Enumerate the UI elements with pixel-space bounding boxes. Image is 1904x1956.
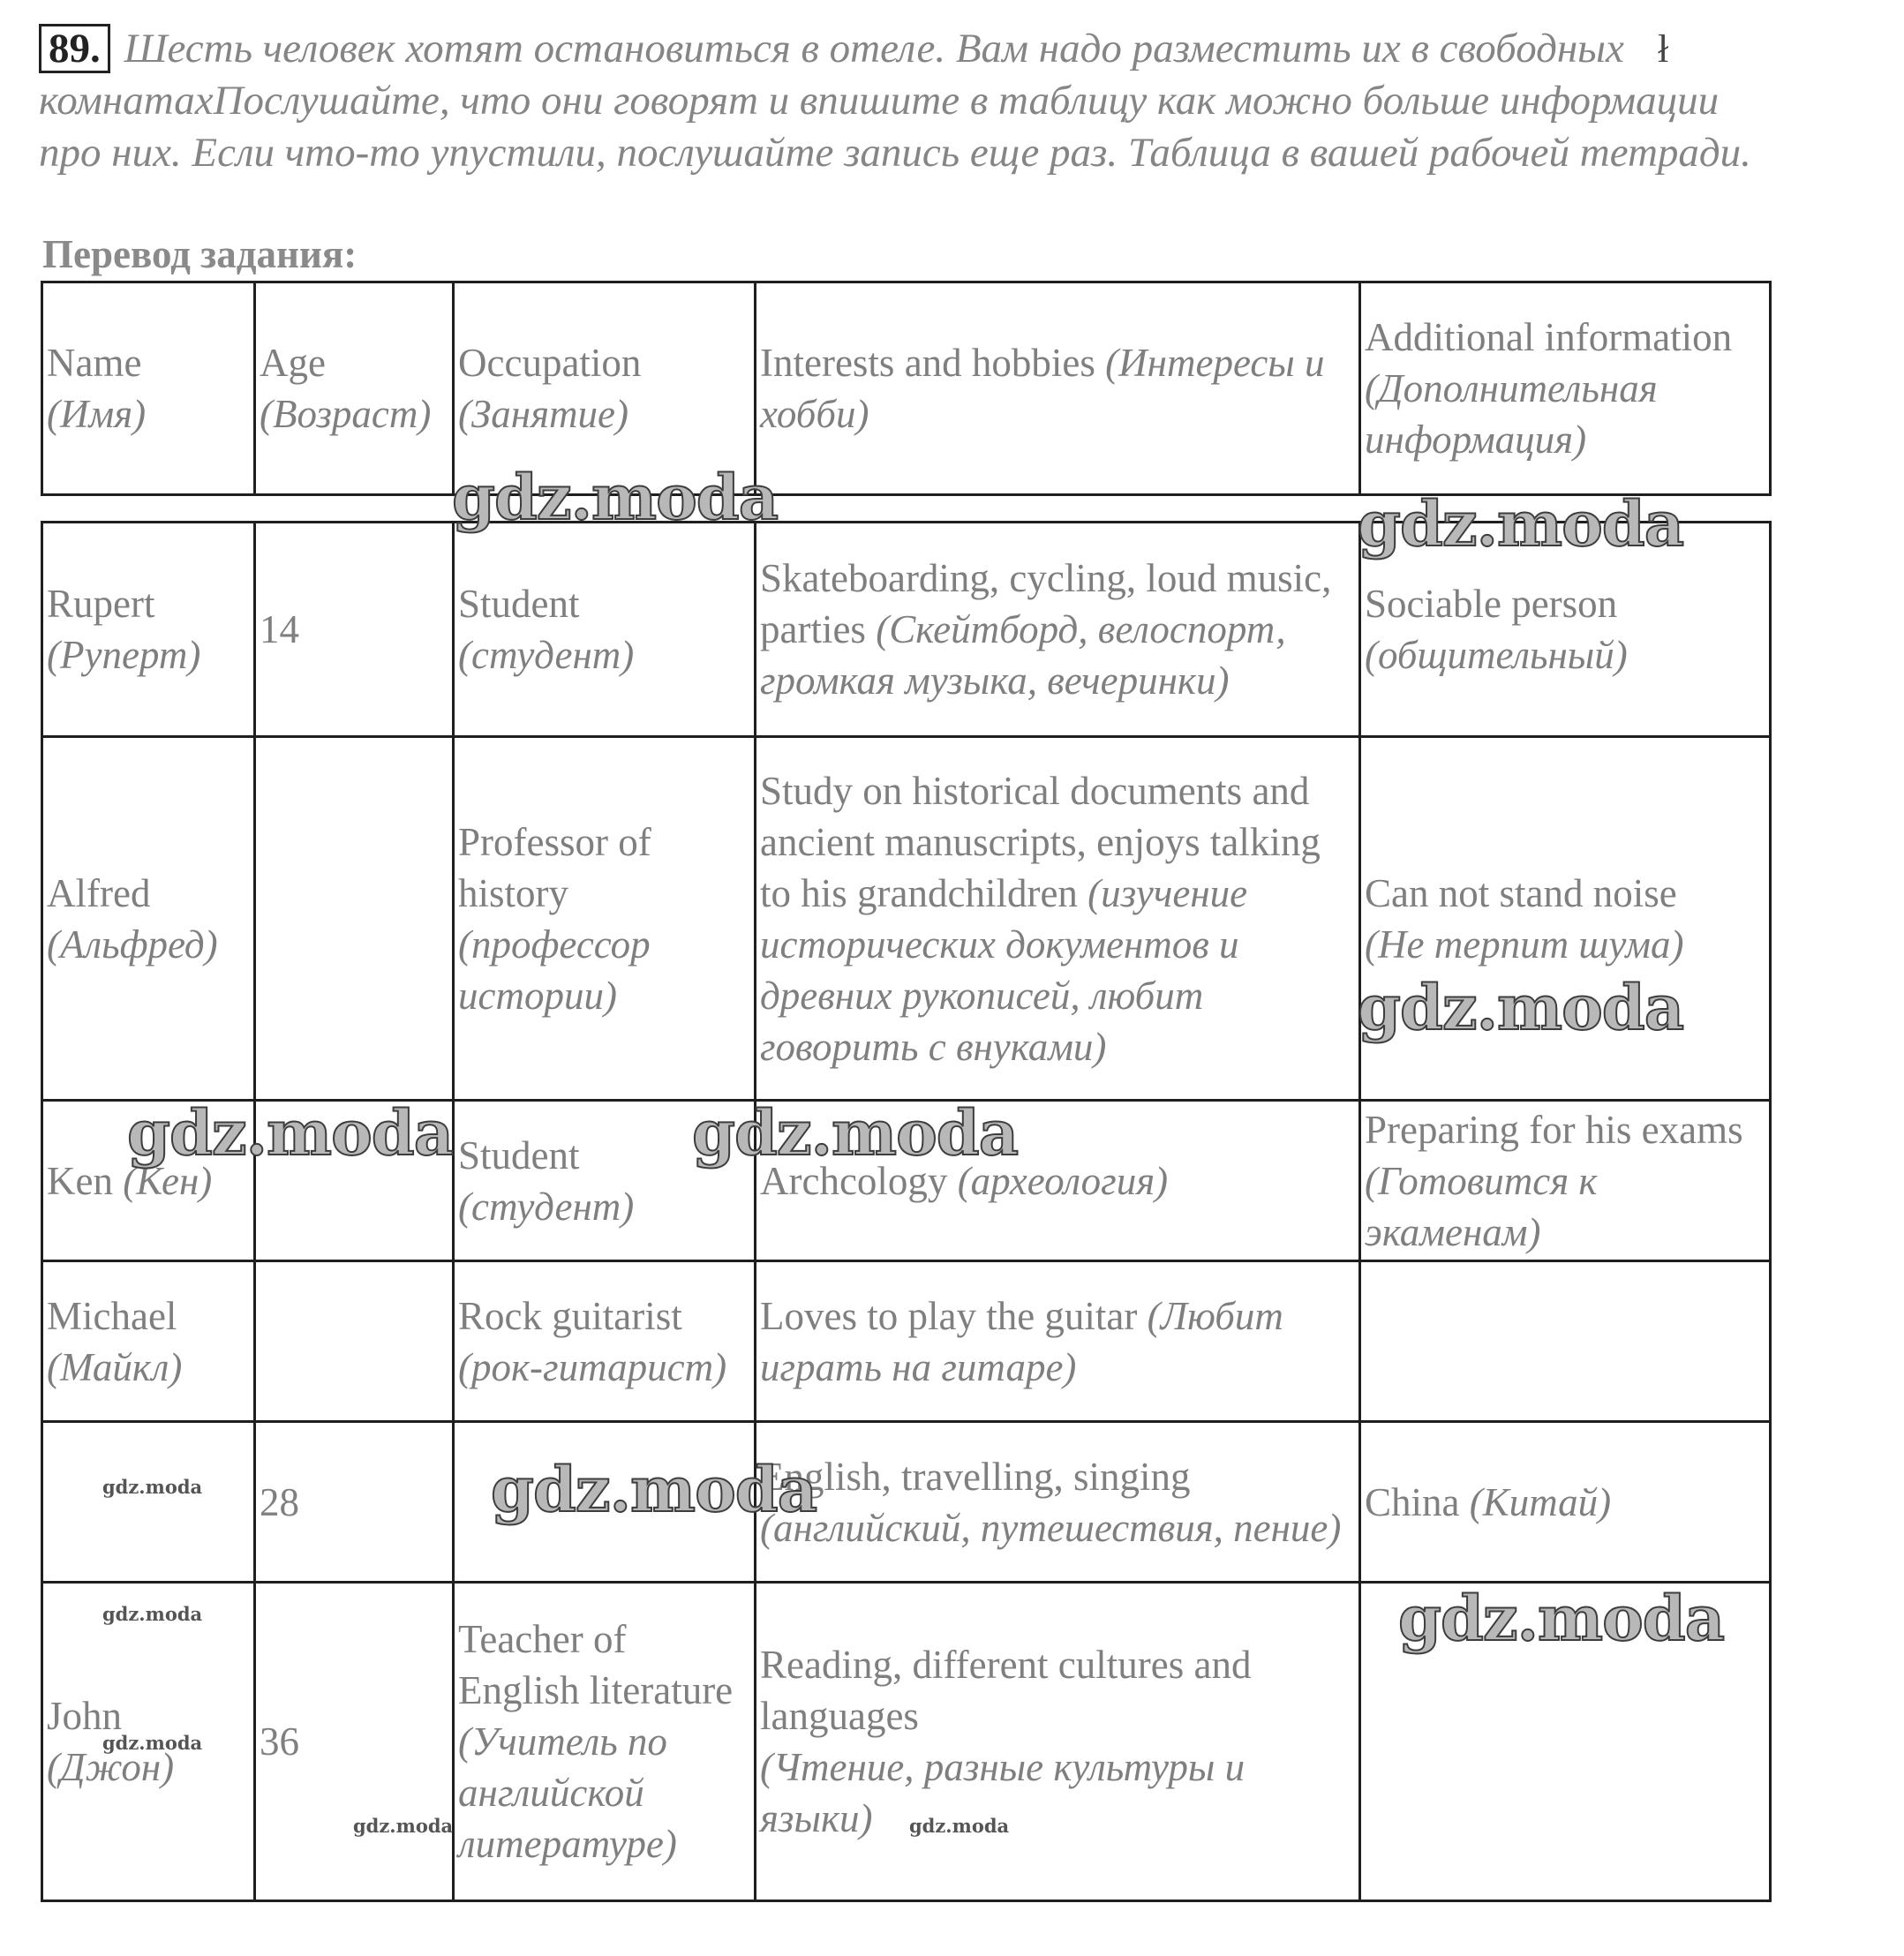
cell-name: Rupert (Руперт) [42,523,255,737]
cell-name [42,1422,255,1583]
watermark: gdz.moda [1358,971,1684,1044]
cell-interests: Reading, different cultures and languages (Чтение, разные культуры и языки) [756,1583,1360,1901]
cell-additional [1360,1261,1771,1422]
cell-interests: English, travelling, singing (английский, путешествия, пение) [756,1422,1360,1583]
watermark: gdz.moda [1358,487,1684,560]
table-body [41,521,1769,1900]
pen-mark: ł [1658,27,1669,71]
cell-interests: Study on historical documents and ancient manuscripts, enjoys talking to his grandchildren (изучение исторических документов и древних рукописей, любит говорить с внуками) [756,737,1360,1101]
watermark: gdz.moda [102,1603,203,1625]
cell-interests: Skateboarding, cycling, loud music, parties (Скейтборд, велоспорт, громкая музыка, вечеринки) [756,523,1360,737]
table-row [42,1261,1771,1422]
task-instruction: Шесть человек хотят остановиться в отеле. Вам надо разместить их в свободных комнатахПослушайте, что они говорят и впишите в таблицу как можно больше информации про них. Если что-то упустили, послушайте запись еще раз. Таблица в вашей рабочей тетради. [39,26,1751,176]
cell-occupation: Professor of history (профессор истории) [454,737,756,1101]
cell-additional: Preparing for his exams (Готовится к экаменам) [1360,1101,1771,1261]
cell-interests: Loves to play the guitar (Любит играть на гитаре) [756,1261,1360,1422]
cell-occupation: Student (студент) [454,523,756,737]
cell-name: Alfred (Альфред) [42,737,255,1101]
watermark: gdz.moda [102,1476,203,1498]
header-row [42,282,1771,495]
watermark: gdz.moda [102,1732,203,1754]
watermark: gdz.moda [491,1453,817,1526]
table-header [41,281,1769,496]
watermark: gdz.moda [1398,1582,1725,1655]
watermark: gdz.moda [692,1096,1019,1170]
cell-additional: Can not stand noise (Не терпит шума) [1360,737,1771,1101]
cell-age [255,1261,454,1422]
cell-name: Michael (Майкл) [42,1261,255,1422]
cell-additional: Sociable person (общительный) [1360,523,1771,737]
cell-age: 28 [255,1422,454,1583]
cell-additional: China (Китай) [1360,1422,1771,1583]
cell-name: John (Джон) [42,1583,255,1901]
watermark: gdz.moda [909,1815,1010,1837]
watermark: gdz.moda [452,461,779,534]
header-name: Name (Имя) [42,282,255,495]
table-row [42,737,1771,1101]
cell-occupation: Rock guitarist (рок-гитарист) [454,1261,756,1422]
cell-occupation: Teacher of English literature (Учитель по английской литературе) [454,1583,756,1901]
header-occupation: Occupation (Занятие) [454,282,756,495]
cell-occupation: Student (студент) [454,1101,756,1261]
cell-age: 14 [255,523,454,737]
watermark: gdz.moda [127,1096,454,1170]
translation-heading: Перевод задания: [42,232,357,276]
task-number: 89. [39,24,110,73]
cell-age: 36 [255,1583,454,1901]
header-age: Age (Возраст) [255,282,454,495]
cell-name: Ken (Кен) [42,1101,255,1261]
header-additional: Additional information (Дополнительная информация) [1360,282,1771,495]
table-row [42,1422,1771,1583]
task-text [39,23,1787,179]
header-interests: Interests and hobbies (Интересы и хобби) [756,282,1360,495]
watermark: gdz.moda [353,1815,454,1837]
cell-age [255,737,454,1101]
cell-interests: Archcology (археология) [756,1101,1360,1261]
